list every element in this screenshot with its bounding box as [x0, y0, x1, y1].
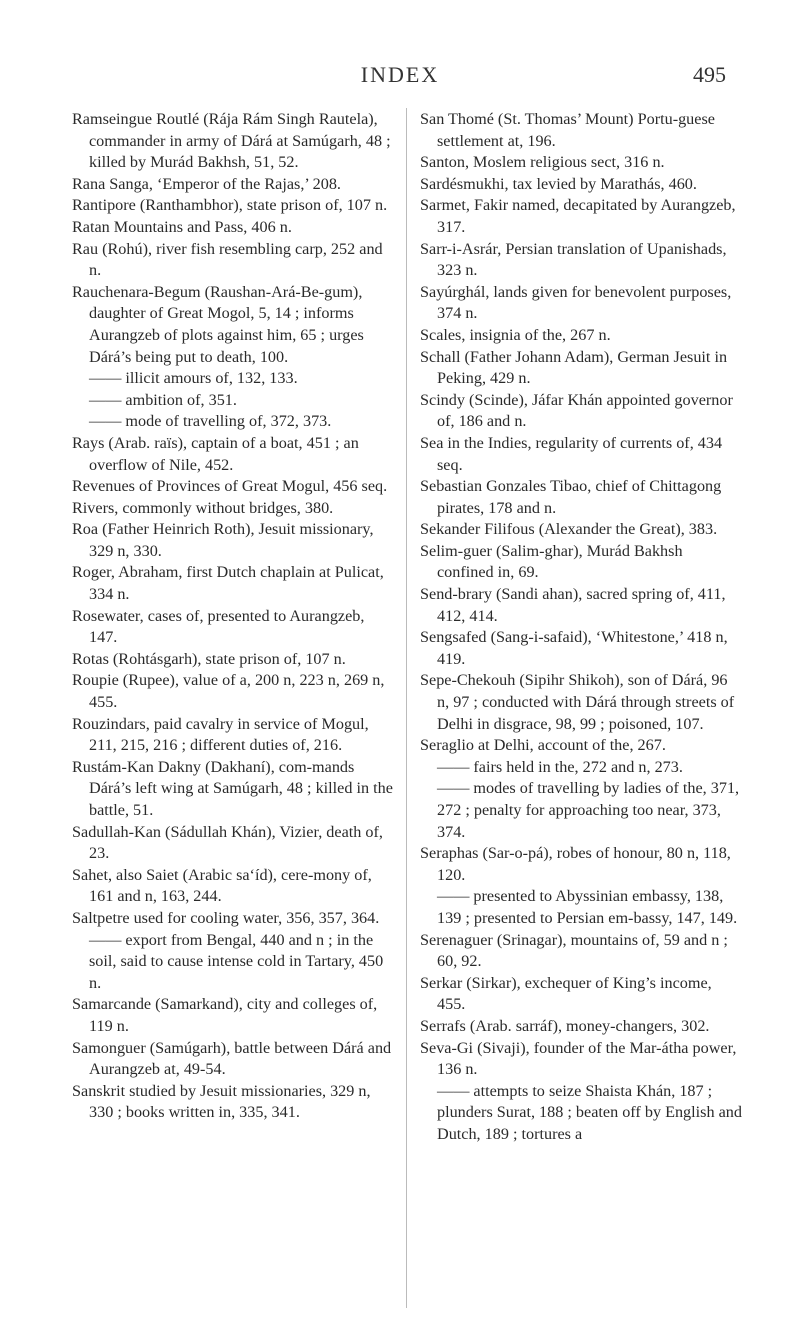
index-entry: Rantipore (Ranthambhor), state prison of, 107 n.: [72, 196, 388, 215]
index-entry: Ramseingue Routlé (Rája Rám Singh Rautela), commander in army of Dárá at Samúgarh, 48 ; killed by Murád Bakhsh, 51, 52.: [72, 110, 391, 172]
index-entry: Santon, Moslem religious sect, 316 n.: [420, 153, 665, 172]
index-entry: Sayúrghál, lands given for benevolent purposes, 374 n.: [420, 282, 732, 323]
index-entry: Sahet, also Saiet (Arabic sa‘íd), cere-mony of, 161 and n, 163, 244.: [72, 865, 372, 906]
index-entry: Send-brary (Sandi ahan), sacred spring of, 411, 412, 414.: [420, 585, 726, 625]
index-entry: —— export from Bengal, 440 and n ; in the soil, said to cause intense cold in Tartary, 450 n.: [89, 930, 384, 992]
index-entry: Rosewater, cases of, presented to Aurangzeb, 147.: [72, 606, 365, 647]
index-entry: Serenaguer (Srinagar), mountains of, 59 and n ; 60, 92.: [420, 930, 728, 971]
index-entry: Sekander Filifous (Alexander the Great), 383.: [420, 520, 718, 539]
index-entry: Sarmet, Fakir named, decapitated by Aurangzeb, 317.: [420, 196, 736, 236]
index-entry: Ratan Mountains and Pass, 406 n.: [72, 217, 292, 236]
index-entry: —— presented to Abyssinian embassy, 138, 139 ; presented to Persian em-bassy, 147, 149.: [437, 887, 738, 927]
index-entry: Seraglio at Delhi, account of the, 267.: [420, 736, 666, 755]
index-entry: Sardésmukhi, tax levied by Marathás, 460.: [420, 174, 697, 193]
index-entry: Rotas (Rohtásgarh), state prison of, 107 n.: [72, 649, 346, 668]
index-entry: Sarr-i-Asrár, Persian translation of Upanishads, 323 n.: [420, 239, 727, 280]
index-entry: Samarcande (Samarkand), city and colleges of, 119 n.: [72, 995, 378, 1035]
index-entry: Rays (Arab. raïs), captain of a boat, 451 ; an overflow of Nile, 452.: [72, 433, 359, 474]
index-entry: Sanskrit studied by Jesuit missionaries, 329 n, 330 ; books written in, 335, 341.: [72, 1081, 371, 1122]
index-entry: Sebastian Gonzales Tibao, chief of Chittagong pirates, 178 and n.: [420, 477, 722, 517]
column-divider: [406, 108, 407, 1308]
index-entry: Roger, Abraham, first Dutch chaplain at Pulicat, 334 n.: [72, 563, 384, 604]
page-number: 495: [693, 62, 726, 87]
index-entry: Sepe-Chekouh (Sipihr Shikoh), son of Dárá, 96 n, 97 ; conducted with Dárá through streets of Delhi in disgrace, 98, 99 ; poisoned, 107.: [420, 671, 735, 733]
index-entry: —— fairs held in the, 272 and n, 273.: [437, 757, 683, 776]
index-column-right: [420, 109, 742, 1146]
index-entry: Seva-Gi (Sivaji), founder of the Mar-átha power, 136 n.: [420, 1038, 737, 1079]
index-column-left: [72, 109, 394, 1124]
index-entry: Selim-guer (Salim-ghar), Murád Bakhsh confined in, 69.: [420, 541, 683, 582]
index-entry: Rustám-Kan Dakny (Dakhaní), com-mands Dárá’s left wing at Samúgarh, 48 ; killed in the battle, 51.: [72, 757, 393, 819]
index-entry: —— attempts to seize Shaista Khán, 187 ; plunders Surat, 188 ; beaten off by English and Dutch, 189 ; tortures a: [437, 1081, 742, 1143]
index-entry: Sengsafed (Sang-i-safaid), ‘Whitestone,’ 418 n, 419.: [420, 628, 728, 668]
index-entry: —— illicit amours of, 132, 133.: [89, 369, 298, 388]
index-entry: Scales, insignia of the, 267 n.: [420, 325, 611, 344]
index-entry: —— mode of travelling of, 372, 373.: [89, 412, 332, 431]
index-entry: Revenues of Provinces of Great Mogul, 456 seq.: [72, 477, 388, 496]
index-entry: Rivers, commonly without bridges, 380.: [72, 498, 334, 517]
index-entry: Roa (Father Heinrich Roth), Jesuit missionary, 329 n, 330.: [72, 520, 374, 560]
index-entry: Rana Sanga, ‘Emperor of the Rajas,’ 208.: [72, 174, 341, 193]
index-entry: Serkar (Sirkar), exchequer of King’s income, 455.: [420, 973, 712, 1014]
index-entry: Rau (Rohú), river fish resembling carp, 252 and n.: [72, 239, 383, 280]
index-entry: Sea in the Indies, regularity of currents of, 434 seq.: [420, 433, 723, 474]
index-entry: Serrafs (Arab. sarráf), money-changers, 302.: [420, 1016, 710, 1035]
index-entry: Rouzindars, paid cavalry in service of Mogul, 211, 215, 216 ; different duties of, 216.: [72, 714, 369, 755]
index-entry: Saltpetre used for cooling water, 356, 357, 364.: [72, 908, 380, 927]
index-entry: Scindy (Scinde), Jáfar Khán appointed governor of, 186 and n.: [420, 390, 733, 431]
index-entry: —— ambition of, 351.: [89, 390, 237, 409]
index-entry: Sadullah-Kan (Sádullah Khán), Vizier, death of, 23.: [72, 822, 383, 863]
index-entry: —— modes of travelling by ladies of the, 371, 272 ; penalty for approaching too near, 373, 374.: [437, 779, 740, 841]
index-entry: Roupie (Rupee), value of a, 200 n, 223 n, 269 n, 455.: [72, 671, 385, 712]
index-entry: Seraphas (Sar-o-pá), robes of honour, 80 n, 118, 120.: [420, 844, 731, 884]
index-entry: Rauchenara-Begum (Raushan-Ará-Be-gum), daughter of Great Mogol, 5, 14 ; informs Aurangzeb of plots against him, 65 ; urges Dárá’s being put to death, 100.: [72, 282, 364, 366]
index-entry: Schall (Father Johann Adam), German Jesuit in Peking, 429 n.: [420, 347, 728, 388]
index-entry: San Thomé (St. Thomas’ Mount) Portu-guese settlement at, 196.: [420, 110, 715, 150]
index-entry: Samonguer (Samúgarh), battle between Dárá and Aurangzeb at, 49-54.: [72, 1038, 392, 1079]
page-title: INDEX: [360, 62, 440, 87]
